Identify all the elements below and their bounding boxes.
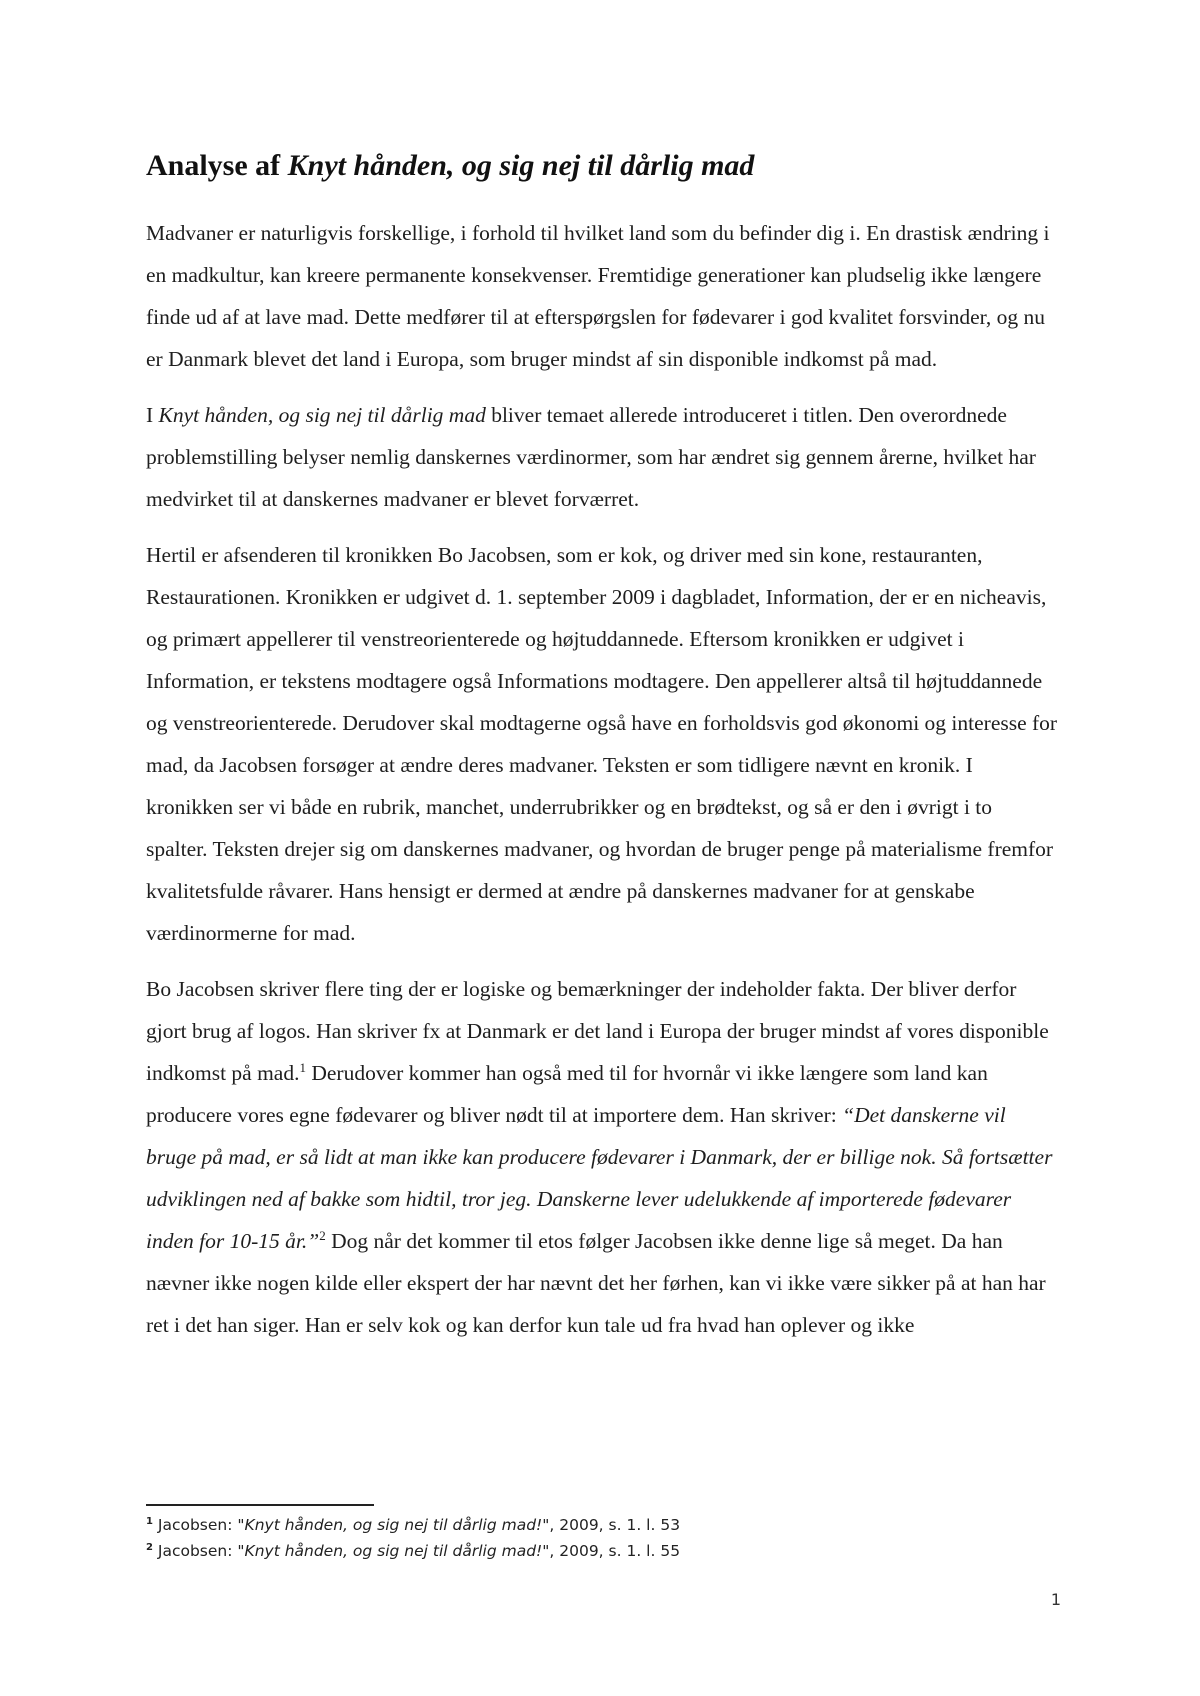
paragraph-4 (146, 968, 1058, 1346)
main-content (146, 146, 1058, 1346)
paragraph-4-part1: Bo Jacobsen skriver flere ting der er logiske og bemærkninger der indeholder fakta. Der bliver derfor gjort brug af logos. Han skriver fx at Danmark er det land i Europa der bruger mindst af vores disponible indkomst på mad. (146, 977, 1049, 1085)
footnote-2-title: Knyt hånden, og sig nej til dårlig mad! (244, 1542, 543, 1560)
paragraph-2-before: I (146, 403, 159, 427)
title-prefix: Analyse af (146, 149, 288, 182)
footnote-ref-1: 1 (299, 1059, 306, 1075)
footnote-1-prefix: Jacobsen: " (152, 1516, 245, 1534)
footnotes (146, 1512, 1058, 1564)
paragraph-3: Hertil er afsenderen til kronikken Bo Jacobsen, som er kok, og driver med sin kone, restauranten, Restaurationen. Kronikken er udgivet d. 1. september 2009 i dagbladet, Information, der er en nicheavis, og primært appellerer til venstreorienterede og højtuddannede. Eftersom kronikken er udgivet i Information, er tekstens modtagere også Informations modtagere. Den appellerer altså til højtuddannede og venstreorienterede. Derudover skal modtagerne også have en forholdsvis god økonomi og interesse for mad, da Jacobsen forsøger at ændre deres madvaner. Teksten er som tidligere nævnt en kronik. I kronikken ser vi både en rubrik, manchet, underrubrikker og en brødtekst, og så er den i øvrigt i to spalter. Teksten drejer sig om danskernes madvaner, og hvordan de bruger penge på materialisme fremfor kvalitetsfulde råvarer. Hans hensigt er dermed at ændre på danskernes madvaner for at genskabe værdinormerne for mad. (146, 543, 1058, 945)
paragraph-2-italic-title: Knyt hånden, og sig nej til dårlig mad (158, 403, 486, 427)
paragraph-1: Madvaner er naturligvis forskellige, i forhold til hvilket land som du befinder dig i. En drastisk ændring i en madkultur, kan kreere permanente konsekvenser. Fremtidige generationer kan pludselig ikke længere finde ud af at lave mad. Dette medfører til at efterspørgslen for fødevarer i god kvalitet forsvinder, og nu er Danmark blevet det land i Europa, som bruger mindst af sin disponible indkomst på mad. (146, 221, 1050, 371)
footnote-1-title: Knyt hånden, og sig nej til dårlig mad! (244, 1516, 543, 1534)
footnote-ref-2: 2 (319, 1227, 326, 1243)
footnote-2 (146, 1538, 1058, 1564)
footnote-1 (146, 1512, 1058, 1538)
page-number: 1 (1050, 1590, 1061, 1609)
footnote-2-prefix: Jacobsen: " (152, 1542, 245, 1560)
title-italic: Knyt hånden, og sig nej til dårlig mad (287, 149, 755, 182)
paragraph-4-part2: Derudover kommer han også med til for hvornår vi ikke længere som land kan producere vores egne fødevarer og bliver nødt til at importere dem. Han skriver: (146, 1061, 988, 1127)
footnote-separator (146, 1504, 374, 1506)
footnote-2-suffix: ", 2009, s. 1. l. 55 (542, 1542, 681, 1560)
paragraph-4-quote: “Det danskerne vil bruge på mad, er så lidt at man ikke kan producere fødevarer i Danmark, der er billige nok. Så fortsætter udviklingen ned af bakke som hidtil, tror jeg. Danskerne lever udelukkende af importerede fødevarer inden for 10-15 år.” (146, 1103, 1053, 1253)
paragraph-2-after: bliver temaet allerede introduceret i titlen. Den overordnede problemstilling belyser nemlig danskernes værdinormer, som har ændret sig gennem årerne, hvilket har medvirket til at danskernes madvaner er blevet forværret. (146, 403, 1036, 511)
footnote-2-number: 2 (146, 1541, 153, 1553)
footnote-1-suffix: ", 2009, s. 1. l. 53 (542, 1516, 681, 1534)
paragraph-4-part3: Dog når det kommer til etos følger Jacobsen ikke denne lige så meget. Da han nævner ikke nogen kilde eller ekspert der har nævnt det her førhen, kan vi ikke være sikker på at han har ret i det han siger. Han er selv kok og kan derfor kun tale ud fra hvad han oplever og ikke (146, 1229, 1046, 1337)
paragraph-2 (146, 394, 1058, 520)
footnote-1-number: 1 (146, 1515, 153, 1527)
page-title (146, 146, 1058, 186)
